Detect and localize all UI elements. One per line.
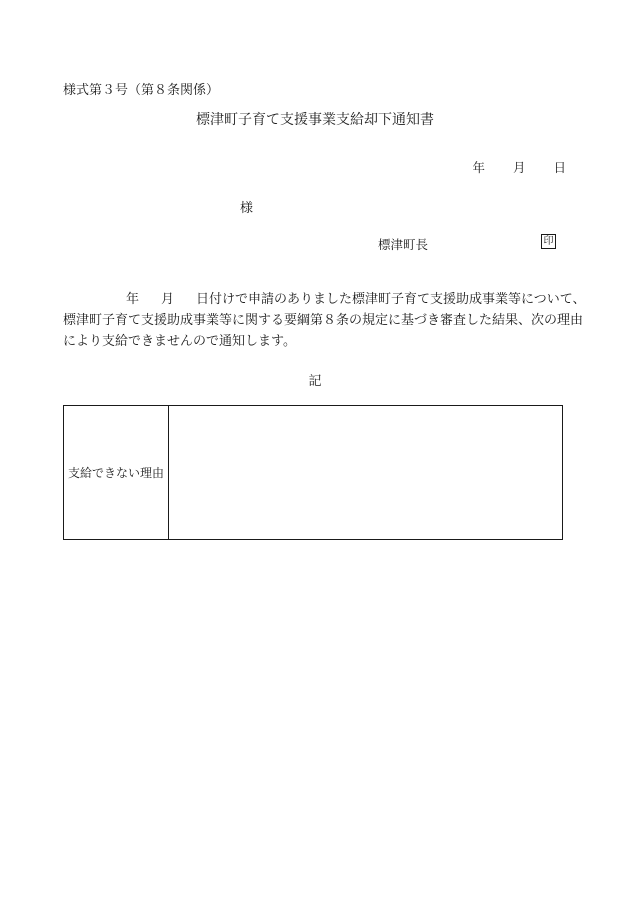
reason-value-cell (169, 406, 563, 540)
date-line (472, 158, 566, 176)
date-month: 月 (512, 160, 526, 175)
ki-heading: 記 (308, 374, 322, 389)
table-row (64, 406, 563, 540)
form-number: 様式第３号（第８条関係） (63, 83, 220, 98)
body-line-1 (63, 289, 586, 310)
seal-mark: 印 (541, 234, 556, 249)
reason-label-cell: 支給できない理由 (64, 406, 169, 540)
date-year: 年 (472, 160, 485, 175)
body-year: 年 (126, 292, 140, 307)
body-month: 月 (161, 292, 175, 307)
body-paragraph (63, 289, 586, 352)
date-day: 日 (553, 160, 566, 175)
sender-name: 標津町長 (378, 237, 429, 252)
body-line1-rest: 日付けで申請のありました標津町子育て支援助成事業等について、 (196, 292, 586, 307)
recipient-suffix: 様 (240, 201, 254, 216)
document-title: 標津町子育て支援事業支給却下通知書 (196, 112, 434, 128)
body-line-2: 標津町子育て支援助成事業等に関する要綱第８条の規定に基づき審査した結果、次の理由 (63, 313, 584, 328)
reason-table (63, 405, 563, 540)
body-line-3: により支給できませんので通知します。 (63, 334, 296, 349)
